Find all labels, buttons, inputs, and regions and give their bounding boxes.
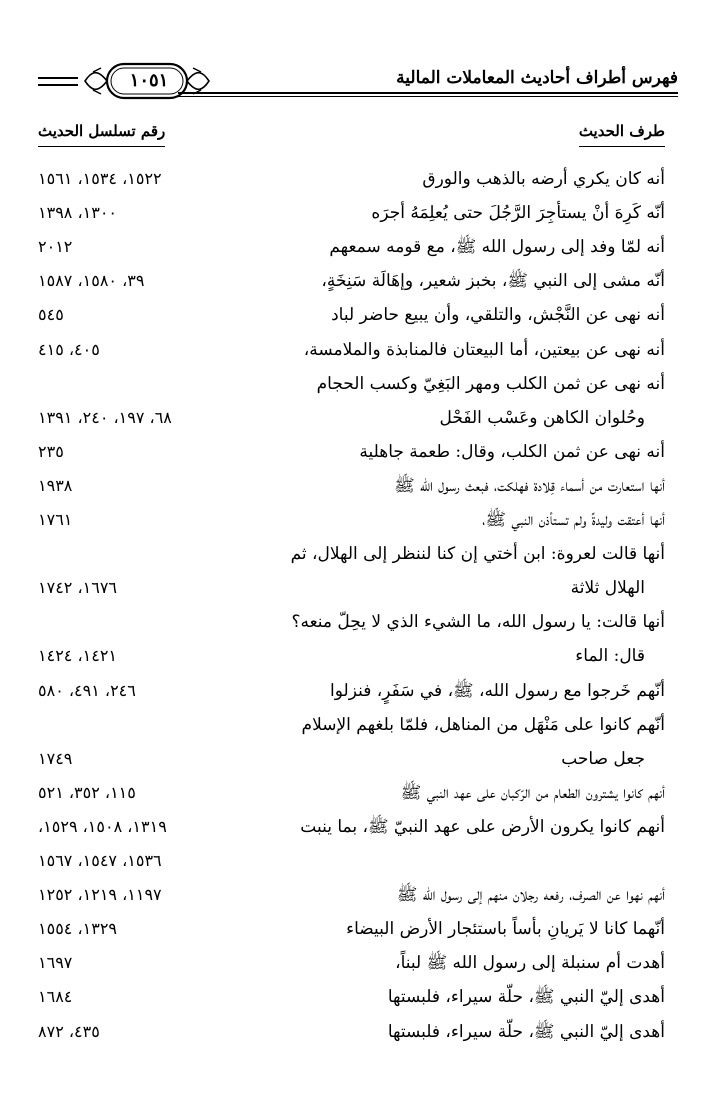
hadith-text: أنه نهى عن ثمن الكلب ومهر البَغِيّ وكسب الحجام [316, 373, 665, 394]
hadith-text: أنها قالت لعروة: ابن أختي إن كنا لننظر إلى الهلال، ثم [290, 544, 665, 565]
hadith-text: أهدت أم سنبلة إلى رسول الله ﷺ لبناً، [395, 953, 665, 974]
hadith-text: أنها استعارت من أسماء قِلادة فهلكت، فبعث رسول الله ﷺ [394, 475, 665, 496]
hadith-numbers: ١٣٢٩، ١٥٥٤ [38, 919, 117, 939]
hadith-numbers: ١٦٩٧ [38, 953, 73, 973]
hadith-text: أنه نهى عن النَّجْش، والتلقي، وأن يبيع حاضر لباد [331, 305, 665, 326]
hadith-text: أهدى إليّ النبي ﷺ، حلّة سيراء، فلبستها [387, 1021, 665, 1042]
hadith-numbers: ١١٥، ٣٥٢، ٥٢١ [38, 782, 136, 802]
hadith-text: أنه لمّا وفد إلى رسول الله ﷺ، مع قومه سمعهم [329, 237, 665, 258]
hadith-text: أنّهما كانا لا يَريانِ بأساً باستئجار الأرض البيضاء [346, 919, 665, 940]
hadith-numbers: ٦٨، ١٩٧، ٢٤٠، ١٣٩١ [38, 407, 172, 427]
hadith-numbers: ٥٤٥ [38, 305, 64, 325]
hadith-numbers: ٢٠١٢ [38, 237, 73, 257]
header-rule [178, 92, 678, 94]
hadith-text: أنّه مشى إلى النبي ﷺ، بخبز شعير، وإهَالَة سَنِخَةٍ، [321, 271, 665, 292]
hadith-numbers: ١١٩٧، ١٢١٩، ١٢٥٢ [38, 885, 162, 905]
number-column-heading: رقم تسلسل الحديث [38, 122, 165, 147]
header-rule-thin [178, 96, 678, 97]
hadith-numbers: ٢٤٦، ٤٩١، ٥٨٠ [38, 680, 136, 700]
hadith-text: أنّهم كانوا على مَنْهَل من المناهل، فلمّا بلغهم الإسلام [301, 714, 665, 735]
hadith-numbers: ١٦٧٦، ١٧٤٢ [38, 578, 117, 598]
page-header [38, 58, 678, 106]
hadith-numbers: ٣٩، ١٥٨٠، ١٥٨٧ [38, 271, 145, 291]
hadith-numbers: ١٩٣٨ [38, 475, 73, 495]
hadith-text: أنهم كانوا يكرون الأرض على عهد النبيّ ﷺ، بما ينبت [300, 816, 665, 837]
hadith-column-heading: طرف الحديث [579, 122, 665, 147]
hadith-numbers: ١٧٦١ [38, 510, 73, 529]
hadith-text: أنها أعتقت وليدةً ولم تستأذن النبي ﷺ، [482, 510, 665, 530]
hadith-numbers: ١٥٢٢، ١٥٣٤، ١٥٦١ [38, 169, 162, 188]
hadith-numbers: ١٣٠٠، ١٣٩٨ [38, 203, 117, 223]
hadith-numbers: ١٣١٩، ١٥٠٨، ١٥٢٩، [38, 816, 167, 836]
page-title: فهرس أطراف أحاديث المعاملات المالية [396, 68, 678, 88]
hadith-text: وحُلوان الكاهن وعَسْب الفَحْل [439, 407, 645, 428]
hadith-numbers: ٤٣٥، ٨٧٢ [38, 1021, 100, 1041]
hadith-text: أنها قالت: يا رسول الله، ما الشيء الذي لا يحِلّ منعه؟ [291, 612, 665, 633]
hadith-text: الهلال ثلاثة [570, 578, 645, 599]
hadith-numbers: ١٦٨٤ [38, 987, 73, 1007]
hadith-text: جعل صاحب [561, 748, 645, 769]
page-number: ١٠٥١ [129, 70, 169, 91]
hadith-text: أنّهم خَرجوا مع رسول الله، ﷺ، في سَفَرٍ، فنزلوا [330, 680, 665, 701]
hadith-text: أنّه كَرِهَ أنْ يستأجِرَ الرَّجُلَ حتى يُعلِمَهُ أجرَه [371, 203, 665, 224]
hadith-numbers: ١٥٣٦، ١٥٤٧، ١٥٦٧ [38, 851, 162, 870]
header-dash-marks [38, 77, 78, 91]
hadith-text: أهدى إليّ النبي ﷺ، حلّة سيراء، فلبستها [387, 987, 665, 1008]
hadith-numbers: ١٧٤٩ [38, 748, 73, 768]
hadith-text: أنهم نهوا عن الصرف، رفعه رجلان منهم إلى رسول الله ﷺ [396, 885, 665, 906]
hadith-numbers: ٢٣٥ [38, 441, 64, 461]
hadith-text: قال: الماء [575, 646, 645, 667]
hadith-text: أنه نهى عن ثمن الكلب، وقال: طعمة جاهلية [359, 441, 665, 462]
hadith-numbers: ٤٠٥، ٤١٥ [38, 339, 100, 359]
hadith-text: أنهم كانوا يشترون الطعام من الرّكبان على عهد النبي ﷺ [400, 782, 665, 803]
hadith-numbers: ١٤٢١، ١٤٢٤ [38, 646, 117, 666]
hadith-text: أنه نهى عن بيعتين، أما البيعتان فالمنابذة والملامسة، [303, 339, 665, 360]
hadith-text: أنه كان يكري أرضه بالذهب والورق [422, 169, 665, 189]
